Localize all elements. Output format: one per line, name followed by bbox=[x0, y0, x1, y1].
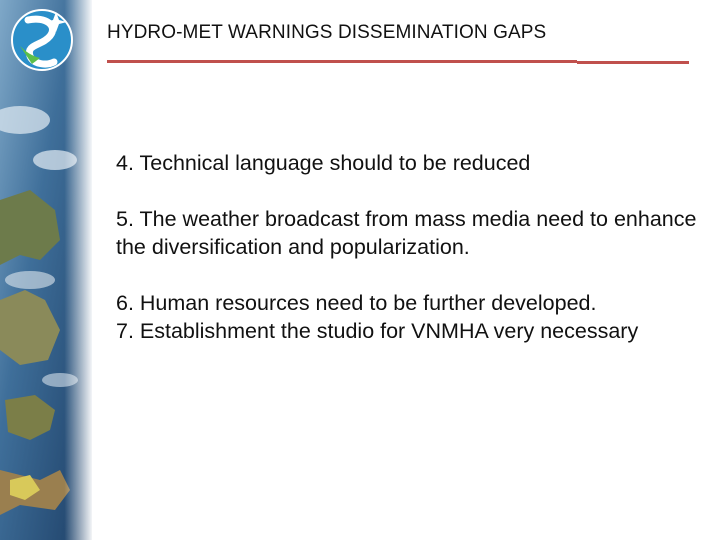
satellite-image-strip bbox=[0, 0, 92, 540]
point-6: 6. Human resources need to be further developed. bbox=[116, 290, 597, 315]
point-7: 7. Establishment the studio for VNMHA very necessary bbox=[116, 318, 639, 343]
spacer bbox=[116, 262, 712, 290]
point-4: 4. Technical language should to be reduced bbox=[116, 151, 531, 175]
title-underline bbox=[107, 60, 577, 63]
slide-body bbox=[116, 150, 712, 346]
point-5: 5. The weather broadcast from mass media need to enhance the diversification and popularization. bbox=[116, 206, 697, 259]
spacer bbox=[116, 178, 712, 206]
globe-logo-icon bbox=[6, 6, 82, 72]
title-underline-accent bbox=[577, 61, 689, 64]
page-title: HYDRO-MET WARNINGS DISSEMINATION GAPS bbox=[107, 22, 547, 43]
